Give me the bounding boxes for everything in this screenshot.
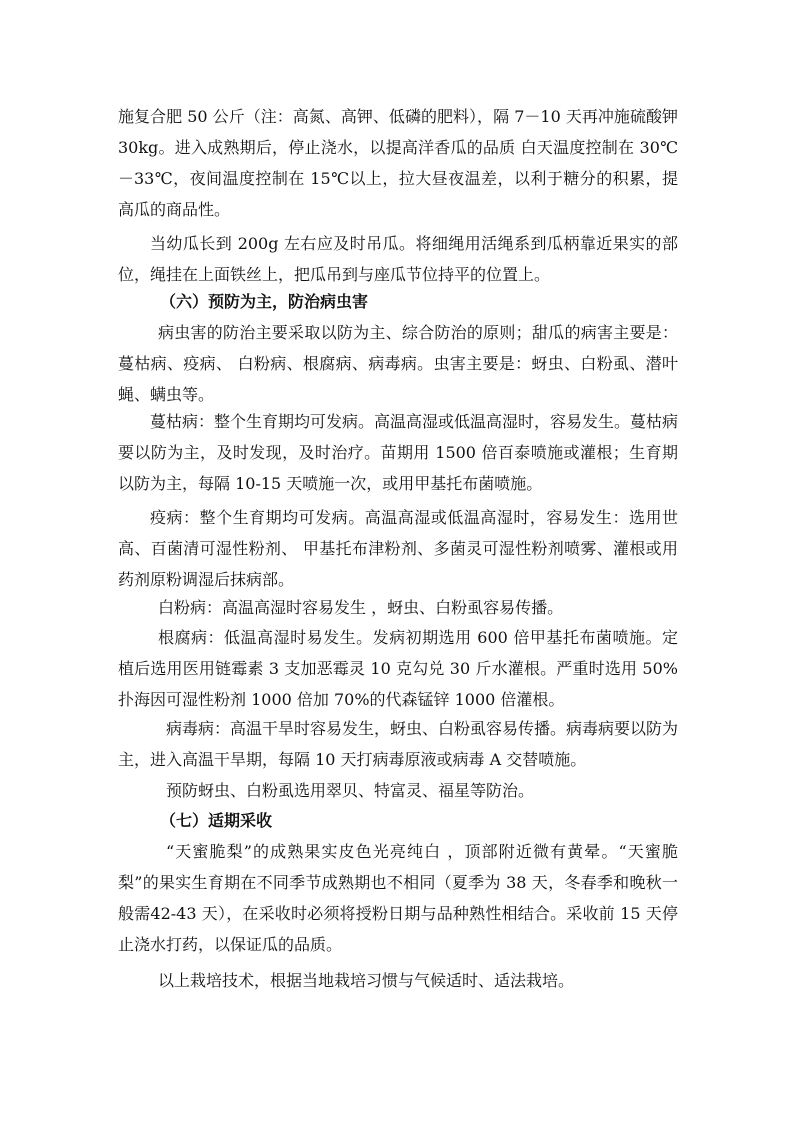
paragraph-conclusion: 以上栽培技术，根据当地栽培习惯与气候适时、适法栽培。	[158, 971, 575, 990]
paragraph-pest-overview: 病虫害的防治主要采取以防为主、综合防治的原则；甜瓜的病害主要是：蔓枯病、疫病、 白粉病、根腐病、病毒病。虫害主要是：蚜虫、白粉虱、潜叶蝇、螨虫等。	[118, 323, 678, 404]
section-heading-harvest: （七）适期采收	[160, 811, 273, 830]
paragraph-aphid-prevention: 预防蚜虫、白粉虱选用翠贝、特富灵、福星等防治。	[166, 781, 535, 800]
paragraph-blight: 疫病：整个生育期均可发病。高温高湿或低温高湿时，容易发生：选用世高、百菌清可湿性粉剂、 甲基托布津粉剂、多菌灵可湿性粉剂喷雾、灌根或用药剂原粉调湿后抹病部。	[118, 508, 678, 589]
paragraph-fertilizer-ripening: 施复合肥 50 公斤（注：高氮、高钾、低磷的肥料），隔 7－10 天再冲施硫酸钾 30kg。进入成熟期后，停止浇水，以提高洋香瓜的品质 白天温度控制在 30℃－33℃，夜间温度控制在 15℃以上，拉大昼夜温差，以利于糖分的积累，提高瓜的商品性。	[118, 107, 678, 219]
section-heading-pest-control: （六）预防为主，防治病虫害	[160, 292, 369, 311]
paragraph-powdery-mildew: 白粉病：高温高湿时容易发生 ，蚜虫、白粉虱容易传播。	[158, 598, 564, 617]
paragraph-harvest-details: “天蜜脆梨”的成熟果实皮色光亮纯白 ，顶部附近微有黄晕。“天蜜脆梨”的果实生育期在不同季节成熟期也不相同（夏季为 38 天，冬春季和晚秋一般需42-43 天），在采收时必须将授粉日期与品种熟性相结合。采收前 15 天停止浇水打药，以保证瓜的品质。	[118, 842, 678, 954]
paragraph-hanging-melon: 当幼瓜长到 200g 左右应及时吊瓜。将细绳用活绳系到瓜柄靠近果实的部位，绳挂在上面铁丝上，把瓜吊到与座瓜节位持平的位置上。	[118, 234, 678, 284]
paragraph-virus-disease: 病毒病：高温干旱时容易发生，蚜虫、白粉虱容易传播。病毒病要以防为主，进入高温干旱期，每隔 10 天打病毒原液或病毒 A 交替喷施。	[118, 719, 679, 769]
paragraph-root-rot: 根腐病：低温高湿时易发生。发病初期选用 600 倍甲基托布菌喷施。定植后选用医用链霉素 3 支加恶霉灵 10 克勾兑 30 斤水灌根。严重时选用 50%扑海因可湿性粉剂 1000 倍加 70%的代森锰锌 1000 倍灌根。	[118, 628, 678, 709]
paragraph-gummy-stem-blight: 蔓枯病：整个生育期均可发病。高温高湿或低温高湿时，容易发生。蔓枯病要以防为主，及时发现，及时治疗。苗期用 1500 倍百泰喷施或灌根；生育期以防为主，每隔 10-15 天喷施一次，或用甲基托布菌喷施。	[118, 412, 679, 493]
